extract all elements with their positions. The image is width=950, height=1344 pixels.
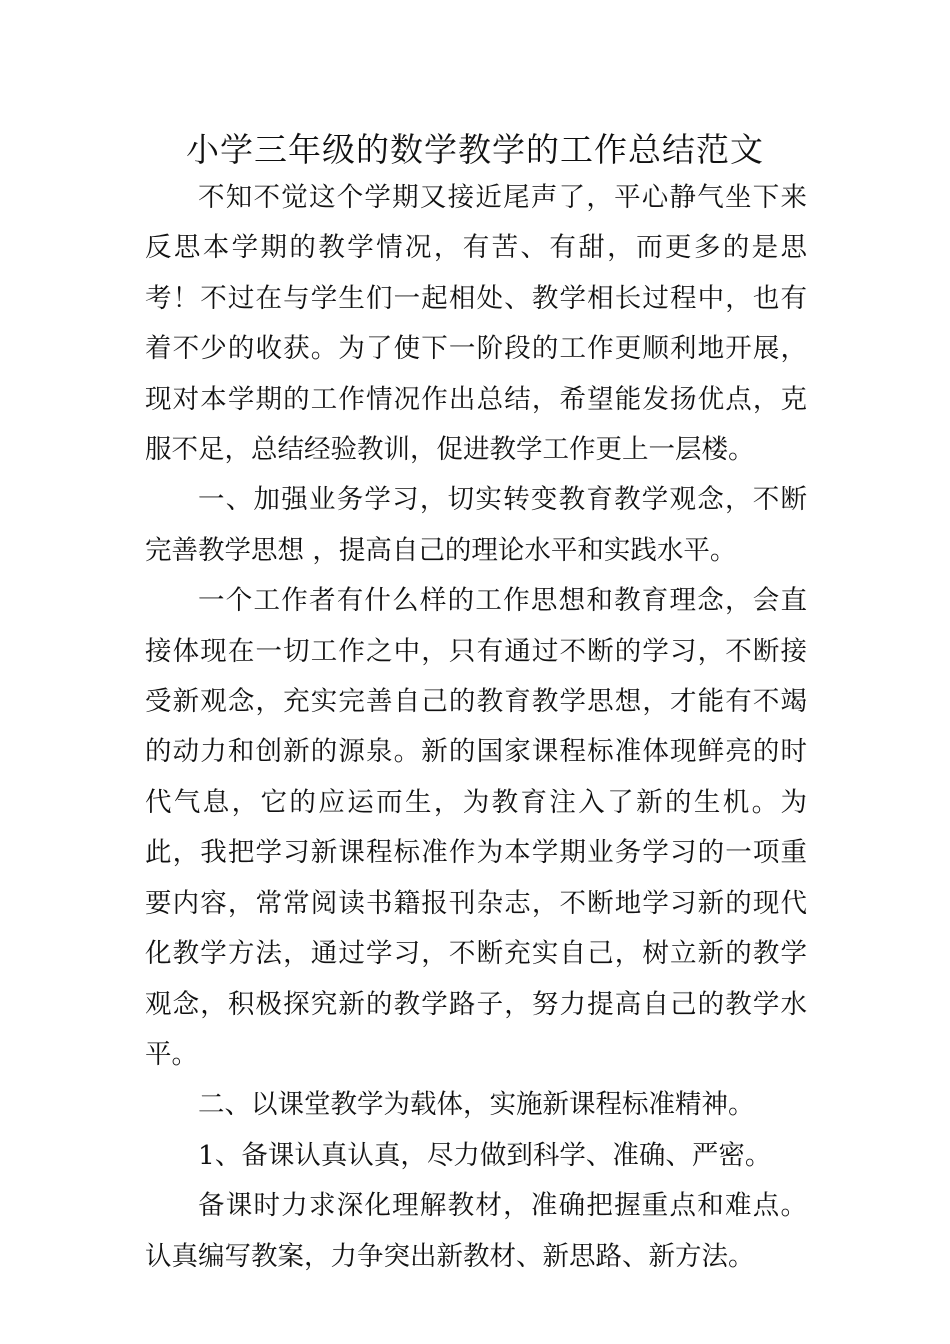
paragraph-intro: 不知不觉这个学期又接近尾声了，平心静气坐下来反思本学期的教学情况，有苦、有甜，而更多的是思考！不过在与学生们一起相处、教学相长过程中，也有着不少的收获。为了使下一阶段的工作更顺利地开展，现对本学期的工作情况作出总结，希望能发扬优点，克服不足，总结经验教训，促进教学工作更上一层楼。: [145, 182, 807, 466]
document-title: 小学三年级的数学教学的工作总结范文: [186, 130, 764, 169]
paragraph-subsection-1-body: 备课时力求深化理解教材，准确把握重点和难点。认真编写教案，力争突出新教材、新思路、新方法。: [145, 1190, 807, 1272]
paragraph-section-2-heading: 二、以课堂教学为载体，实施新课程标准精神。: [198, 1089, 755, 1121]
paragraph-subsection-1-heading: 1、备课认真认真，尽力做到科学、准确、严密。: [198, 1139, 772, 1171]
paragraph-section-1-body: 一个工作者有什么样的工作思想和教育理念，会直接体现在一切工作之中，只有通过不断的学习，不断接受新观念，充实完善自己的教育教学思想，才能有不竭的动力和创新的源泉。新的国家课程标准体现鲜亮的时代气息，它的应运而生，为教育注入了新的生机。为此，我把学习新课程标准作为本学期业务学习的一项重要内容，常常阅读书籍报刊杂志，不断地学习新的现代化教学方法，通过学习，不断充实自己，树立新的教学观念，积极探究新的教学路子，努力提高自己的教学水平。: [145, 585, 807, 1070]
document-body: [145, 173, 807, 1282]
paragraph-section-1-heading: 一、加强业务学习，切实转变教育教学观念，不断完善教学思想 ，提高自己的理论水平和实践水平。: [145, 484, 807, 566]
